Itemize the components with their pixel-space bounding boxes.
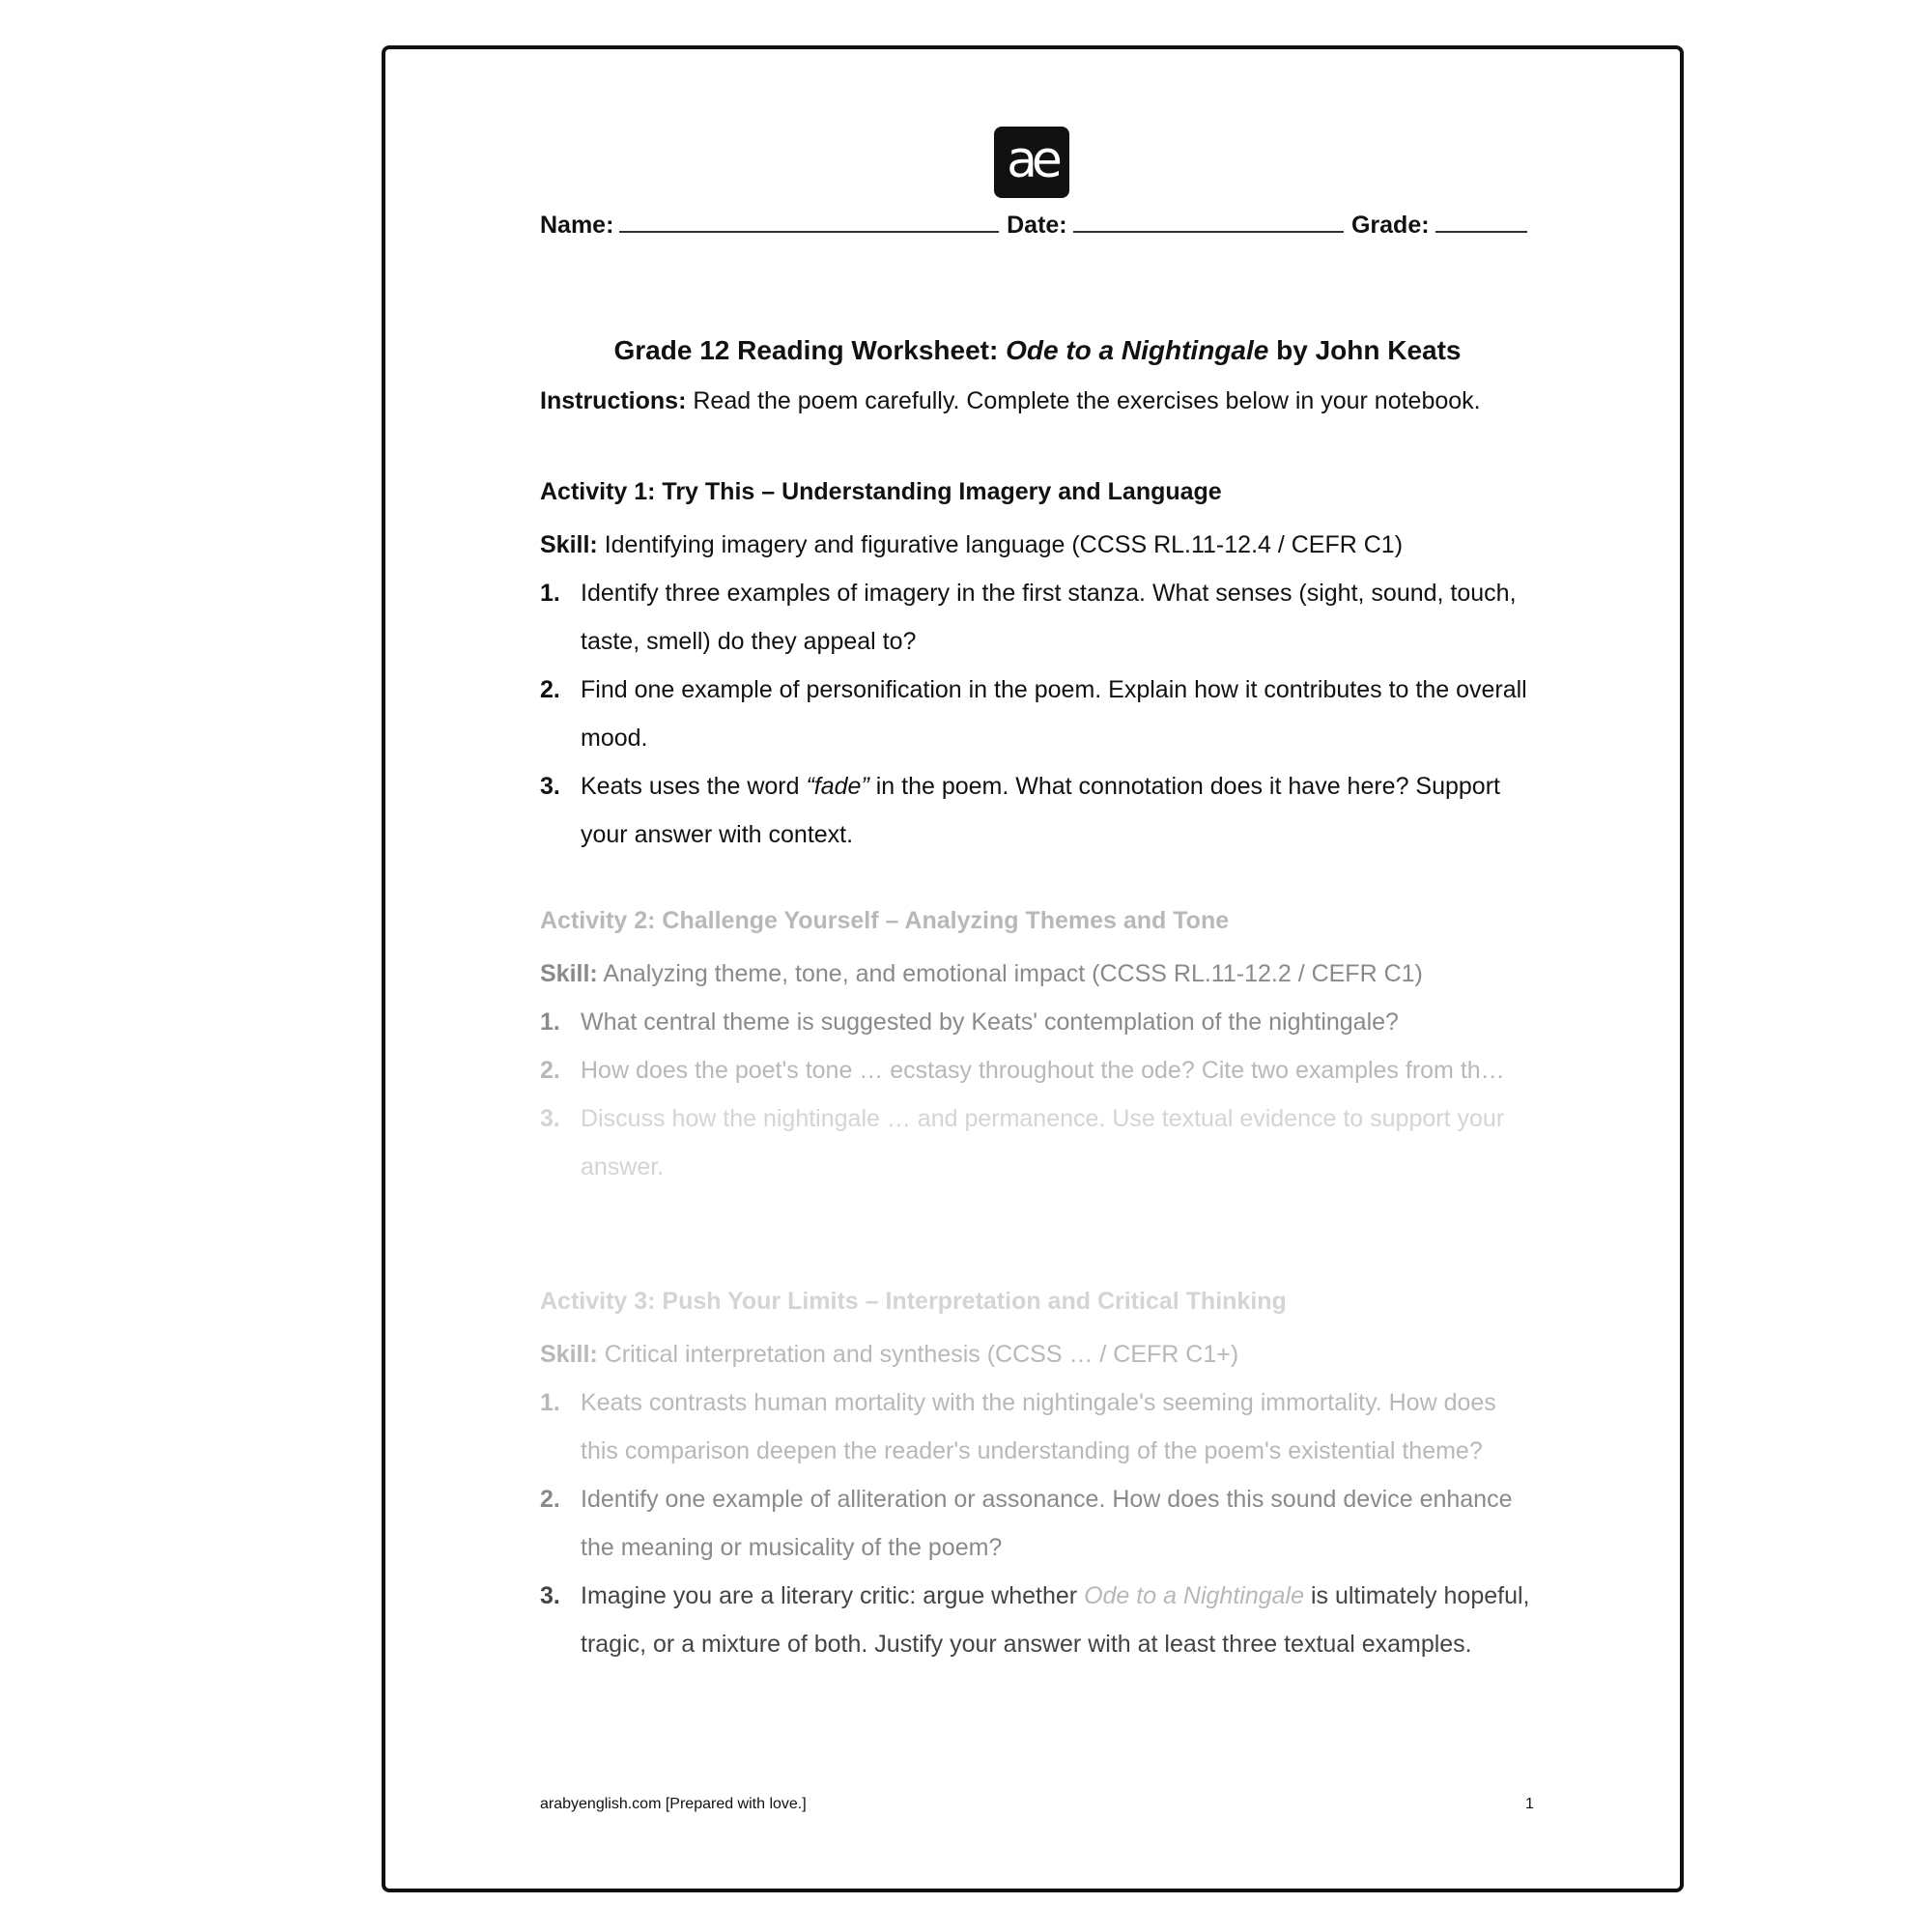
activity-2	[540, 901, 1535, 1191]
date-blank[interactable]	[1073, 212, 1344, 233]
ae-logo-icon: ae	[994, 127, 1069, 198]
activity-skill: Skill: Identifying imagery and figurative language (CCSS RL.11-12.4 / CEFR C1)	[540, 531, 1404, 558]
name-blank[interactable]	[619, 212, 999, 233]
grade-label: Grade:	[1350, 212, 1430, 239]
question-item: 2. Find one example of personification in the poem. Explain how it contributes to the overall mood.	[540, 676, 1527, 752]
activity-skill: Skill: Critical interpretation and synthesis (CCSS … / CEFR C1+)	[540, 1341, 1239, 1368]
worksheet-page	[382, 45, 1684, 1892]
page-number: 1	[1525, 1796, 1534, 1812]
student-info-row	[540, 212, 1535, 240]
activity-title: Activity 2: Challenge Yourself – Analyzing Themes and Tone	[540, 907, 1230, 934]
grade-blank[interactable]	[1435, 212, 1527, 233]
name-label: Name:	[540, 212, 614, 239]
activity-title: Activity 3: Push Your Limits – Interpretation and Critical Thinking	[540, 1288, 1287, 1315]
question-item: 1. Keats contrasts human mortality with the nightingale's seeming immortality. How does this comparison deepen the reader's understanding of the poem's existential theme?	[540, 1389, 1496, 1464]
question-item: 3. Keats uses the word “fade” in the poem. What connotation does it have here? Support your answer with context.	[540, 773, 1500, 848]
instructions: Instructions: Read the poem carefully. Complete the exercises below in your notebook.	[540, 387, 1481, 414]
date-label: Date:	[1007, 212, 1067, 239]
footer-credit: arabyenglish.com [Prepared with love.]	[540, 1796, 807, 1812]
activity-3	[540, 1282, 1535, 1668]
activity-title: Activity 1: Try This – Understanding Imagery and Language	[540, 478, 1222, 505]
question-item: 2. Identify one example of alliteration or assonance. How does this sound device enhance the meaning or musicality of the poem?	[540, 1486, 1513, 1561]
question-item: 1. Identify three examples of imagery in the first stanza. What senses (sight, sound, touch, taste, smell) do they appeal to?	[540, 580, 1517, 655]
activity-1	[540, 472, 1535, 859]
worksheet-title: Grade 12 Reading Worksheet: Ode to a Nightingale by John Keats	[613, 335, 1462, 365]
question-item: 3. Discuss how the nightingale … and permanence. Use textual evidence to support your answer.	[540, 1105, 1505, 1180]
activity-skill: Skill: Analyzing theme, tone, and emotional impact (CCSS RL.11-12.2 / CEFR C1)	[540, 960, 1423, 987]
question-item: 2. How does the poet's tone … ecstasy throughout the ode? Cite two examples from th…	[540, 1057, 1505, 1084]
question-item: 1. What central theme is suggested by Keats' contemplation of the nightingale?	[540, 1009, 1399, 1036]
question-item: 3. Imagine you are a literary critic: argue whether Ode to a Nightingale is ultimately hopeful, tragic, or a mixture of both. Justify your answer with at least three textual examples.	[540, 1582, 1530, 1658]
